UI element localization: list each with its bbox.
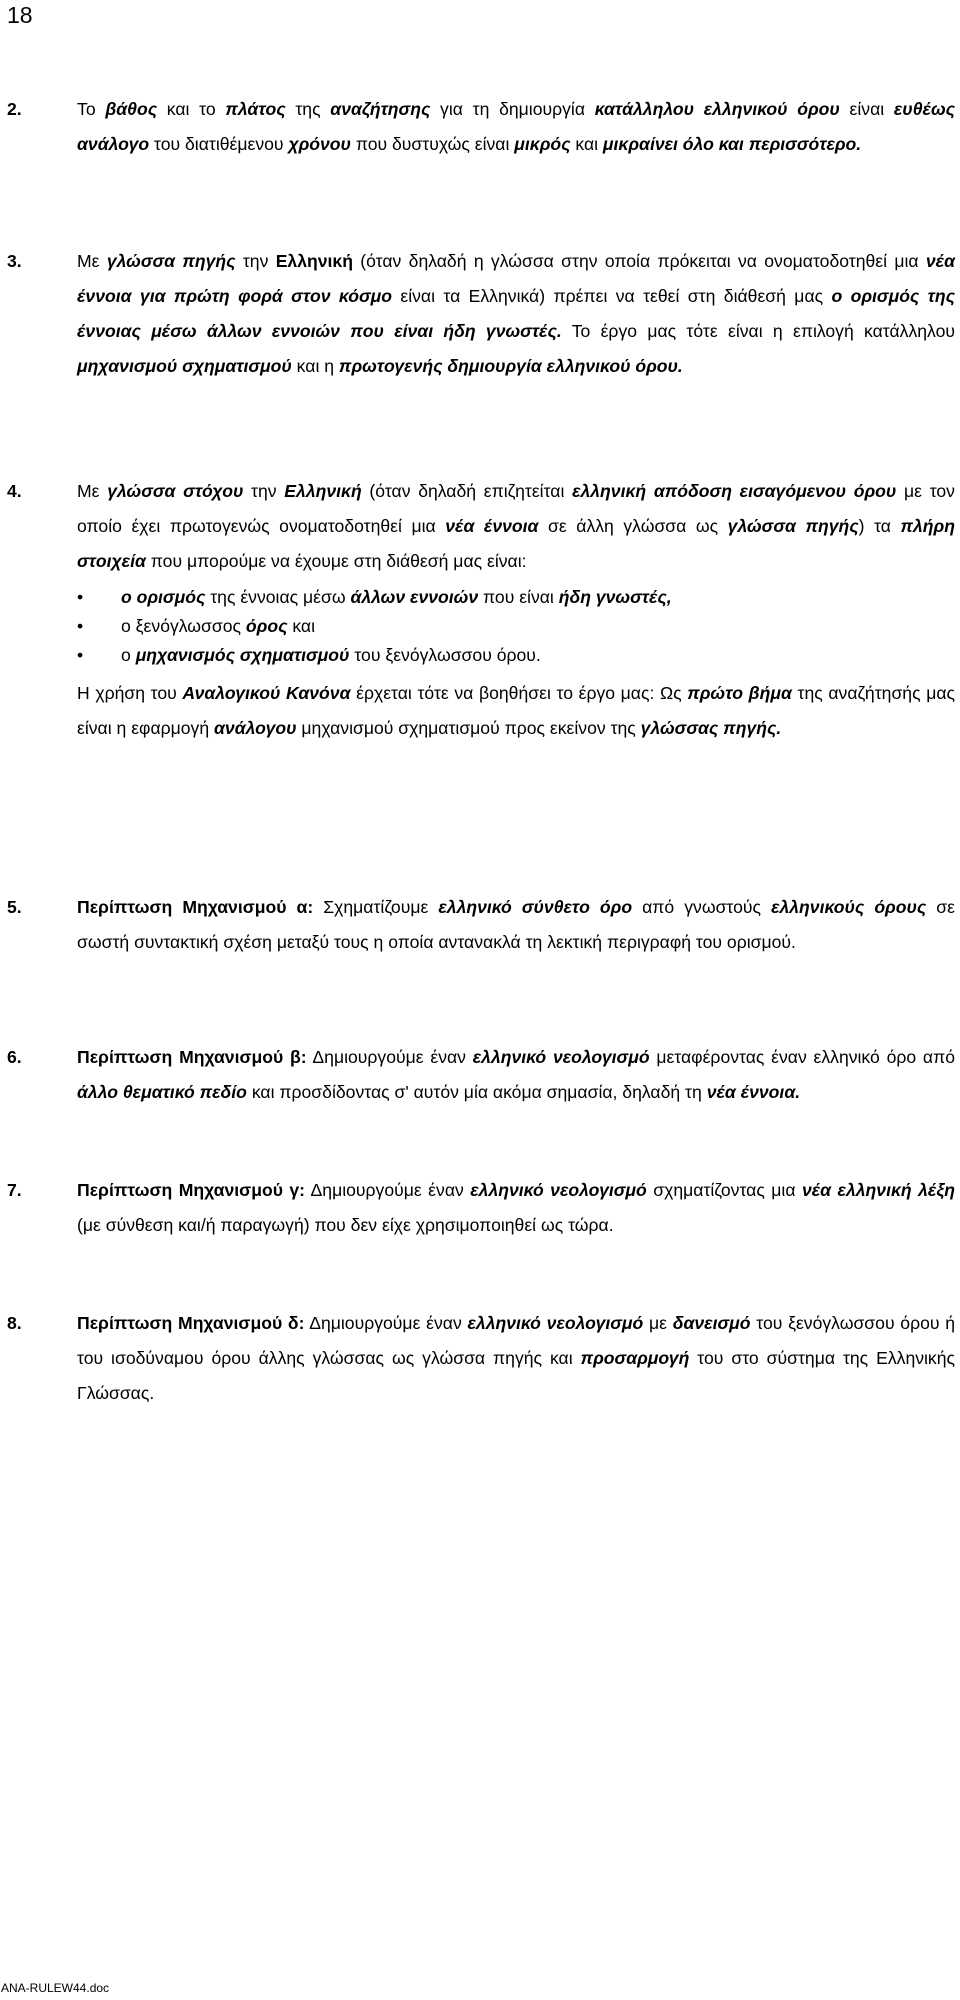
page-number: 18 [7,2,33,28]
paragraph-text: Με γλώσσα πηγής την Ελληνική (όταν δηλαδή η γλώσσα στην οποία πρόκειται να ονοματοδοτηθεί μια νέα έννοια για πρώτη φορά στον κόσμο είναι τα Ελληνικά) πρέπει να τεθεί στη διάθεσή μας ο ορισμός της έννοιας μέσω άλλων εννοιών που είναι ήδη γνωστές. Το έργο μας τότε είναι η επιλογή κατάλληλου μηχανισμού σχηματισμού και η πρωτογενής δημιουργία ελληνικού όρου. [77,251,955,376]
item-number: 4. [7,481,22,501]
paragraph-text: Με γλώσσα στόχου την Ελληνική (όταν δηλαδή επιζητείται ελληνική απόδοση εισαγόμενου όρου με τον οποίο έχει πρωτογενώς ονοματοδοτηθεί μια νέα έννοια σε άλλη γλώσσα ως γλώσσα πηγής) τα πλήρη στοιχεία που μπορούμε να έχουμε στη διάθεσή μας είναι: [77,481,955,571]
item-number: 7. [7,1180,22,1200]
item-number: 6. [7,1047,22,1067]
list-item: • ο ξενόγλωσσος όρος και [77,612,955,641]
item-number: 5. [7,897,22,917]
paragraph-text: Περίπτωση Μηχανισμού γ: Δημιουργούμε έναν ελληνικό νεολογισμό σχηματίζοντας μια νέα ελληνική λέξη (με σύνθεση και/ή παραγωγή) που δεν είχε χρησιμοποιηθεί ως τώρα. [77,1180,955,1235]
footer-filename: ANA-RULEW44.doc [1,1981,110,1995]
paragraph-text: Περίπτωση Μηχανισμού δ: Δημιουργούμε έναν ελληνικό νεολογισμό με δανεισμό του ξενόγλωσσου όρου ή του ισοδύναμου όρου άλλης γλώσσας ως γλώσσα πηγής και προσαρμογή του στο σύστημα της Ελληνικής Γλώσσας. [77,1313,956,1403]
paragraph-text: Το βάθος και το πλάτος της αναζήτησης για τη δημιουργία κατάλληλου ελληνικού όρου είναι ευθέως ανάλογο του διατιθέμενου χρόνου που δυστυχώς είναι μικρός και μικραίνει όλο και περισσότερο. [77,99,955,154]
item-number: 8. [7,1313,22,1333]
item-number: 2. [7,99,22,119]
paragraph-8 [7,1306,955,1411]
list-item: • ο ορισμός της έννοιας μέσω άλλων εννοιών που είναι ήδη γνωστές, [77,583,955,612]
paragraph-7 [7,1173,955,1243]
paragraph-text: Η χρήση του Αναλογικού Κανόνα έρχεται τότε να βοηθήσει το έργο μας: Ως πρώτο βήμα της αναζήτησής μας είναι η εφαρμογή ανάλογου μηχανισμού σχηματισμού προς εκείνον της γλώσσας πηγής. [77,683,955,738]
bullet-list [77,583,955,670]
paragraph-4 [7,474,955,746]
list-item: • ο μηχανισμός σχηματισμού του ξενόγλωσσου όρου. [77,641,955,670]
bullet-icon: • [77,587,84,607]
bullet-icon: • [77,616,84,636]
item-number: 3. [7,251,22,271]
paragraph-text: Περίπτωση Μηχανισμού α: Σχηματίζουμε ελληνικό σύνθετο όρο από γνωστούς ελληνικούς όρους σε σωστή συντακτική σχέση μεταξύ τους η οποία αντανακλά τη λεκτική περιγραφή του ορισμού. [77,897,955,952]
paragraph-2 [7,92,955,162]
paragraph-5 [7,890,955,960]
paragraph-3 [7,244,955,384]
paragraph-text: Περίπτωση Μηχανισμού β: Δημιουργούμε έναν ελληνικό νεολογισμό μεταφέροντας έναν ελληνικό όρο από άλλο θεματικό πεδίο και προσδίδοντας σ' αυτόν μία ακόμα σημασία, δηλαδή τη νέα έννοια. [77,1047,956,1102]
paragraph-6 [7,1040,955,1110]
bullet-icon: • [77,645,84,665]
